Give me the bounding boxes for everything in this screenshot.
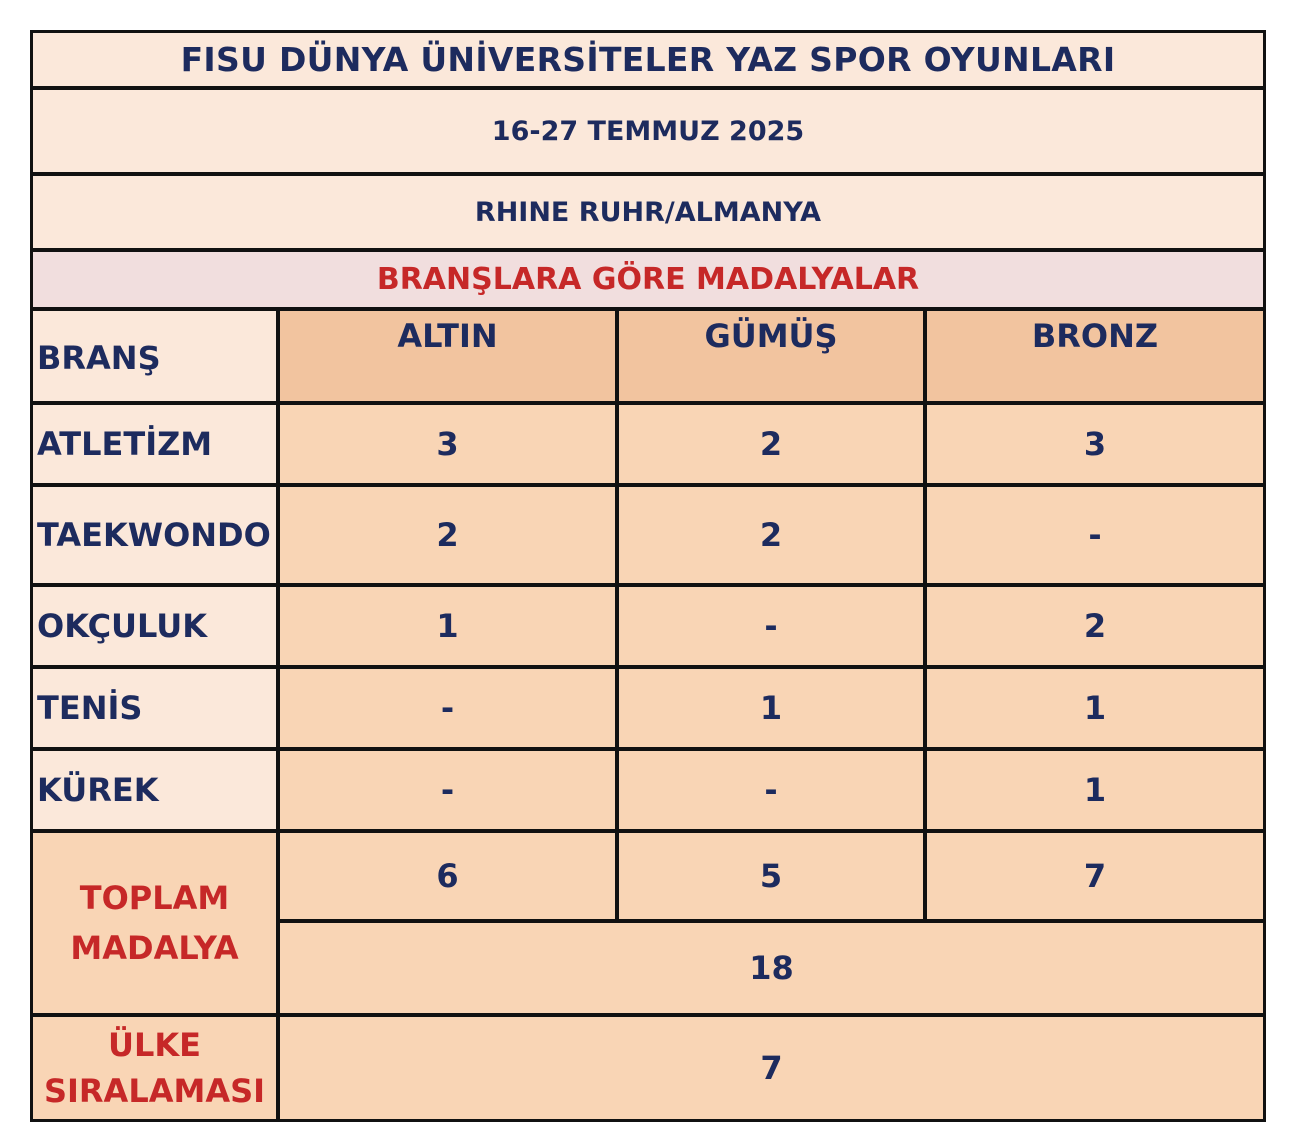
cell-taekwondo-bronz: - xyxy=(927,487,1263,583)
total-bronz: 7 xyxy=(927,833,1263,919)
cell-taekwondo-altin: 2 xyxy=(280,487,615,583)
country-ranking-value: 7 xyxy=(280,1017,1263,1119)
cell-okculuk-gumus: - xyxy=(619,587,923,665)
row-label-taekwondo: TAEKWONDO xyxy=(33,487,276,583)
cell-tenis-bronz: 1 xyxy=(927,669,1263,747)
row-label-kurek: KÜREK xyxy=(33,751,276,829)
column-header-gumus: GÜMÜŞ xyxy=(619,311,923,401)
cell-atletizm-altin: 3 xyxy=(280,405,615,483)
total-altin: 6 xyxy=(280,833,615,919)
event-location: RHINE RUHR/ALMANYA xyxy=(33,176,1263,248)
cell-tenis-gumus: 1 xyxy=(619,669,923,747)
ranking-label-line2: SIRALAMASI xyxy=(43,1072,266,1110)
cell-atletizm-bronz: 3 xyxy=(927,405,1263,483)
row-label-tenis: TENİS xyxy=(33,669,276,747)
cell-kurek-altin: - xyxy=(280,751,615,829)
cell-kurek-bronz: 1 xyxy=(927,751,1263,829)
total-label-line1: TOPLAM xyxy=(79,879,230,917)
column-header-bronz: BRONZ xyxy=(927,311,1263,401)
grand-total: 18 xyxy=(280,923,1263,1013)
cell-tenis-altin: - xyxy=(280,669,615,747)
column-header-altin: ALTIN xyxy=(280,311,615,401)
medal-table xyxy=(30,30,1266,1122)
section-title: BRANŞLARA GÖRE MADALYALAR xyxy=(33,252,1263,307)
cell-okculuk-bronz: 2 xyxy=(927,587,1263,665)
row-label-okculuk: OKÇULUK xyxy=(33,587,276,665)
total-gumus: 5 xyxy=(619,833,923,919)
page-title: FISU DÜNYA ÜNİVERSİTELER YAZ SPOR OYUNLARI xyxy=(33,33,1263,86)
cell-atletizm-gumus: 2 xyxy=(619,405,923,483)
cell-okculuk-altin: 1 xyxy=(280,587,615,665)
row-label-atletizm: ATLETİZM xyxy=(33,405,276,483)
total-medals-label xyxy=(33,833,276,1013)
column-header-brans: BRANŞ xyxy=(33,311,276,401)
total-label-line2: MADALYA xyxy=(70,929,239,967)
cell-taekwondo-gumus: 2 xyxy=(619,487,923,583)
event-dates: 16-27 TEMMUZ 2025 xyxy=(33,90,1263,172)
ranking-label-line1: ÜLKE xyxy=(107,1026,202,1064)
cell-kurek-gumus: - xyxy=(619,751,923,829)
country-ranking-label xyxy=(33,1017,276,1119)
